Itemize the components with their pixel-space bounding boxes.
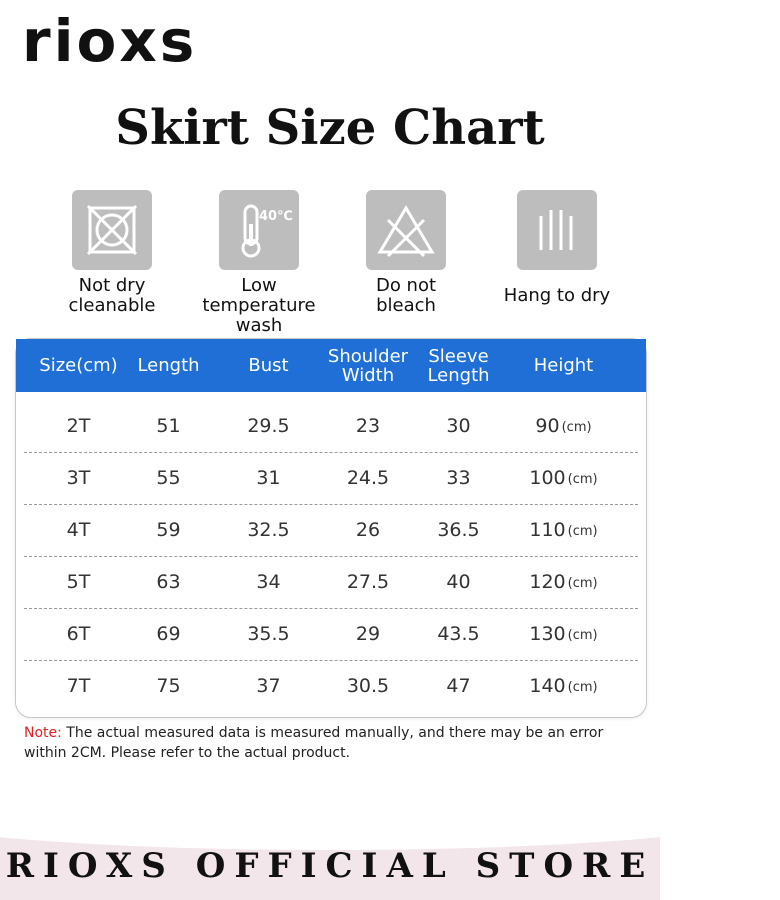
cell-unit: (cm) <box>567 471 598 487</box>
cell-value: 30 <box>446 415 471 437</box>
table-row <box>16 400 646 452</box>
header-bust: Bust <box>248 355 289 376</box>
table-row <box>16 608 646 660</box>
cell-size <box>26 452 131 504</box>
low-temperature-wash-icon <box>219 190 299 270</box>
cell-bust <box>221 504 316 556</box>
cell-length <box>126 660 211 712</box>
cell-height <box>511 452 616 504</box>
cell-value: 140 <box>529 675 566 697</box>
cell-value: 43.5 <box>437 623 480 645</box>
size-table <box>15 338 647 718</box>
care-label: Hang to dry <box>503 285 611 306</box>
table-row <box>16 556 646 608</box>
cell-length <box>126 400 211 452</box>
page-title: Skirt Size Chart <box>115 100 545 156</box>
cell-value: 47 <box>446 675 471 697</box>
cell-height <box>511 556 616 608</box>
cell-value: 6T <box>66 623 91 645</box>
cell-value: 32.5 <box>247 519 290 541</box>
cell-sleeve-length <box>411 504 506 556</box>
cell-size <box>26 556 131 608</box>
note-text: The actual measured data is measured manually, and there may be an error within 2CM. Please refer to the actual product. <box>24 725 604 761</box>
cell-value: 3T <box>66 467 91 489</box>
cell-value: 24.5 <box>346 467 390 489</box>
care-label: Low temperature wash <box>202 275 316 336</box>
cell-value: 23 <box>355 415 381 437</box>
cell-unit: (cm) <box>561 419 592 435</box>
care-item-wash <box>184 190 334 336</box>
cell-size <box>26 400 131 452</box>
cell-value: 110 <box>529 519 566 541</box>
cell-value: 7T <box>66 675 91 697</box>
cell-shoulder-width <box>318 400 418 452</box>
cell-value: 37 <box>256 675 281 697</box>
cell-unit: (cm) <box>567 627 598 643</box>
cell-size <box>26 504 131 556</box>
cell-unit: (cm) <box>567 523 598 539</box>
note <box>24 723 644 763</box>
cell-value: 29.5 <box>247 415 290 437</box>
cell-sleeve-length <box>411 556 506 608</box>
no-dry-clean-icon <box>72 190 152 270</box>
cell-shoulder-width <box>318 504 418 556</box>
note-label: Note: <box>24 725 62 741</box>
cell-value: 63 <box>156 571 181 593</box>
cell-height <box>511 660 616 712</box>
cell-value: 55 <box>156 467 181 489</box>
cell-value: 27.5 <box>346 571 390 593</box>
cell-value: 33 <box>446 467 471 489</box>
care-label: Do not bleach <box>375 275 437 316</box>
cell-height <box>511 400 616 452</box>
cell-length <box>126 556 211 608</box>
header-length: Length <box>137 355 200 376</box>
cell-bust <box>221 400 316 452</box>
store-name: RIOXS OFFICIAL STORE <box>5 846 655 886</box>
header-size: Size(cm) <box>39 355 118 376</box>
cell-sleeve-length <box>411 608 506 660</box>
footer-curve <box>0 770 780 850</box>
cell-value: 2T <box>66 415 91 437</box>
cell-length <box>126 452 211 504</box>
cell-shoulder-width <box>318 452 418 504</box>
cell-length <box>126 504 211 556</box>
cell-bust <box>221 452 316 504</box>
cell-value: 100 <box>529 467 566 489</box>
cell-value: 4T <box>66 519 91 541</box>
cell-shoulder-width <box>318 660 418 712</box>
table-row <box>16 660 646 712</box>
care-item-hang-dry <box>482 190 632 306</box>
brand-logo: rioxs <box>22 7 198 75</box>
cell-sleeve-length <box>411 400 506 452</box>
cell-value: 36.5 <box>437 519 480 541</box>
cell-value: 51 <box>156 415 181 437</box>
cell-bust <box>221 608 316 660</box>
table-header <box>16 339 646 392</box>
cell-size <box>26 608 131 660</box>
cell-bust <box>221 660 316 712</box>
care-item-dry-clean <box>37 190 187 316</box>
cell-shoulder-width <box>318 608 418 660</box>
cell-unit: (cm) <box>567 679 598 695</box>
cell-value: 35.5 <box>247 623 290 645</box>
cell-height <box>511 608 616 660</box>
header-sleeve-length: Sleeve Length <box>427 345 490 386</box>
do-not-bleach-icon <box>366 190 446 270</box>
wash-temperature-text: 40℃ <box>259 209 293 224</box>
cell-value: 40 <box>446 571 471 593</box>
cell-shoulder-width <box>318 556 418 608</box>
cell-sleeve-length <box>411 452 506 504</box>
hang-to-dry-icon <box>517 190 597 270</box>
cell-value: 130 <box>529 623 566 645</box>
cell-value: 59 <box>156 519 181 541</box>
header-shoulder-width: Shoulder Width <box>327 345 409 386</box>
table-row <box>16 452 646 504</box>
cell-value: 120 <box>529 571 566 593</box>
cell-value: 34 <box>256 571 281 593</box>
cell-value: 5T <box>66 571 91 593</box>
care-item-bleach <box>331 190 481 316</box>
cell-sleeve-length <box>411 660 506 712</box>
cell-value: 30.5 <box>346 675 390 697</box>
header-height: Height <box>533 355 594 376</box>
care-label: Not dry cleanable <box>68 275 156 316</box>
table-row <box>16 504 646 556</box>
cell-value: 90 <box>535 415 560 437</box>
cell-length <box>126 608 211 660</box>
cell-value: 26 <box>355 519 381 541</box>
cell-bust <box>221 556 316 608</box>
cell-unit: (cm) <box>567 575 598 591</box>
cell-value: 31 <box>256 467 281 489</box>
cell-size <box>26 660 131 712</box>
cell-value: 29 <box>355 623 381 645</box>
cell-value: 69 <box>156 623 181 645</box>
cell-height <box>511 504 616 556</box>
cell-value: 75 <box>156 675 181 697</box>
